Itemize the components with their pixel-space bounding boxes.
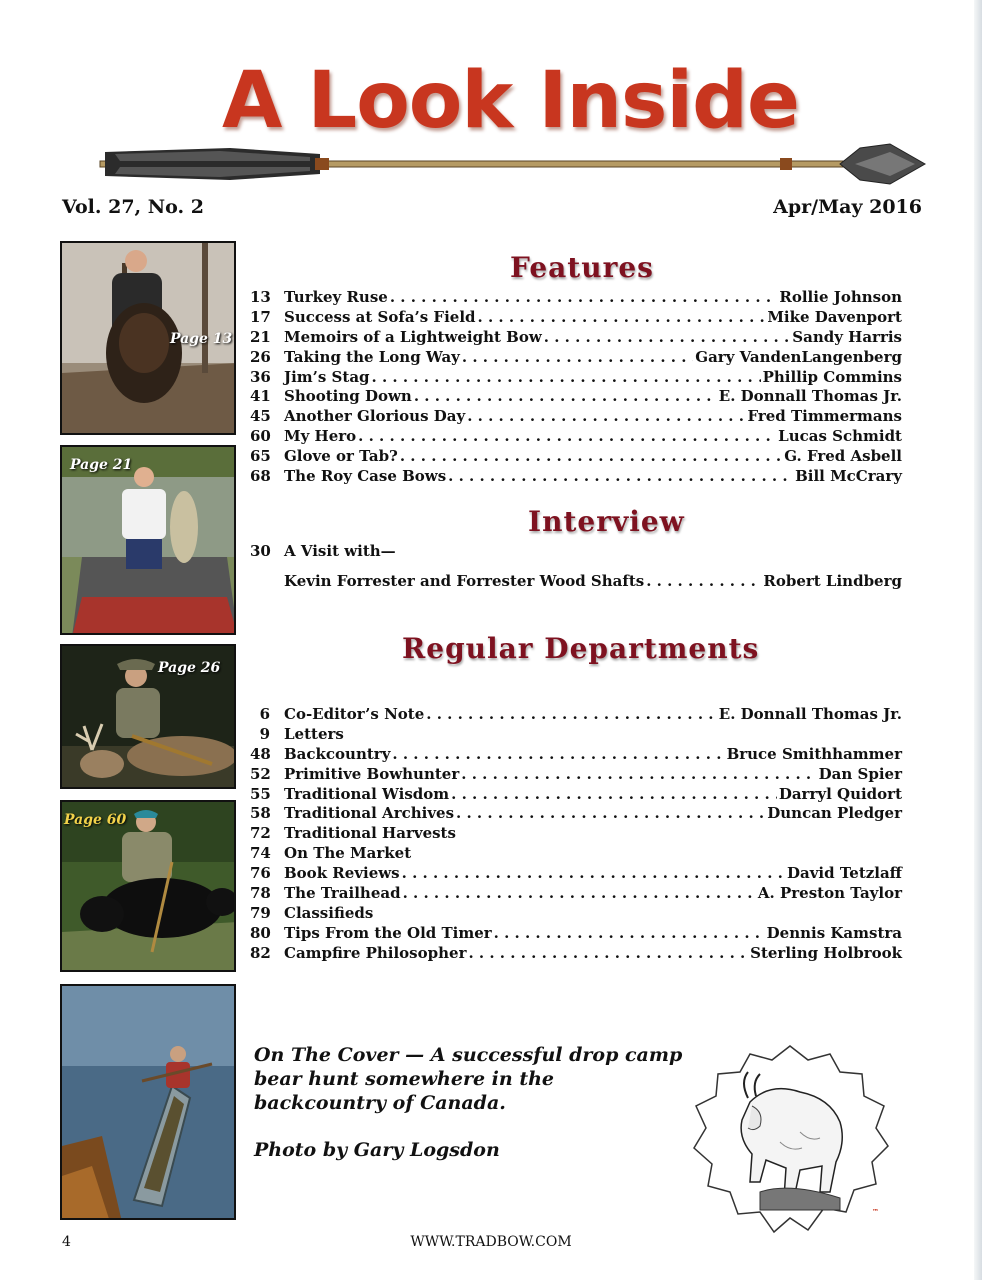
list-item[interactable]: 17 Success at Sofa’s Field . . . Mike Davenport	[250, 308, 902, 328]
photo-bear	[60, 800, 236, 972]
features-list	[250, 288, 902, 487]
interview-title: A Visit with—	[284, 542, 396, 560]
list-item[interactable]: 45 Another Glorious Day . . . Fred Timmermans	[250, 407, 902, 427]
list-item[interactable]: 9 Letters	[259, 724, 344, 743]
cover-caption: On The Cover — A successful drop camp bear hunt somewhere in the backcountry of Canada.	[254, 1044, 683, 1114]
list-item[interactable]: 78 The Trailhead . . . A. Preston Taylor	[250, 884, 902, 904]
page-number: 4	[62, 1234, 71, 1250]
list-item[interactable]: 21 Memoirs of a Lightweight Bow . . . Sandy Harris	[250, 328, 902, 348]
list-item[interactable]: 13 Turkey Ruse . . . Rollie Johnson	[250, 288, 902, 308]
photo-deer	[60, 644, 236, 789]
departments-list	[250, 705, 902, 964]
list-item[interactable]: 6 Co-Editor’s Note . . . E. Donnall Thomas Jr.	[250, 705, 902, 725]
list-item[interactable]: 52 Primitive Bowhunter . . . Dan Spier	[250, 765, 902, 785]
list-item[interactable]: 82 Campfire Philosopher . . . Sterling Holbrook	[250, 944, 902, 964]
list-item[interactable]: 79 Classifieds	[250, 903, 374, 922]
list-item[interactable]: 60 My Hero . . . Lucas Schmidt	[250, 427, 902, 447]
photo-label: Page 13	[170, 331, 233, 347]
list-item[interactable]: 26 Taking the Long Way . . . Gary VandenLangenberg	[250, 348, 902, 368]
list-item[interactable]: 76 Book Reviews . . . David Tetzlaff	[250, 864, 902, 884]
photo-fishing	[60, 445, 236, 635]
photo-label: Page 26	[158, 660, 221, 676]
trademark-symbol: ™	[872, 1208, 879, 1216]
website-url[interactable]: WWW.TRADBOW.COM	[410, 1234, 572, 1250]
page-edge	[974, 0, 982, 1280]
list-item[interactable]: 58 Traditional Archives . . . Duncan Pledger	[250, 804, 902, 824]
interview-subtitle: Kevin Forrester and Forrester Wood Shafts	[284, 571, 645, 590]
interview-entry[interactable]	[250, 542, 902, 592]
list-item[interactable]: 68 The Roy Case Bows . . . Bill McCrary	[250, 467, 902, 487]
list-item[interactable]: 36 Jim’s Stag . . . Phillip Commins	[250, 368, 902, 388]
photo-turkey	[60, 241, 236, 435]
list-item[interactable]: 80 Tips From the Old Timer . . . Dennis Kamstra	[250, 924, 902, 944]
mountain-goat-logo-icon	[690, 1042, 890, 1236]
arrow-divider-icon	[60, 140, 930, 190]
departments-heading: Regular Departments	[402, 632, 760, 665]
interview-heading: Interview	[528, 505, 685, 538]
list-item[interactable]: 72 Traditional Harvests	[250, 824, 456, 843]
features-heading: Features	[510, 251, 654, 284]
list-item[interactable]: 65 Glove or Tab? . . . G. Fred Asbell	[250, 447, 902, 467]
list-item[interactable]: 41 Shooting Down . . . E. Donnall Thomas Jr.	[250, 387, 902, 407]
photo-label: Page 21	[70, 457, 133, 473]
interview-page: 30	[250, 542, 271, 560]
photo-label: Page 60	[64, 812, 127, 828]
list-item[interactable]: 48 Backcountry . . . Bruce Smithhammer	[250, 745, 902, 765]
interview-author: Robert Lindberg	[763, 571, 902, 590]
list-item[interactable]: 55 Traditional Wisdom . . . Darryl Quidort	[250, 785, 902, 805]
issue-date: Apr/May 2016	[773, 196, 922, 218]
photo-canoe	[60, 984, 236, 1220]
photo-credit: Photo by Gary Logsdon	[254, 1139, 500, 1161]
list-item[interactable]: 74 On The Market	[250, 844, 412, 863]
volume-number: Vol. 27, No. 2	[62, 196, 204, 218]
page-title: A Look Inside	[222, 56, 799, 146]
